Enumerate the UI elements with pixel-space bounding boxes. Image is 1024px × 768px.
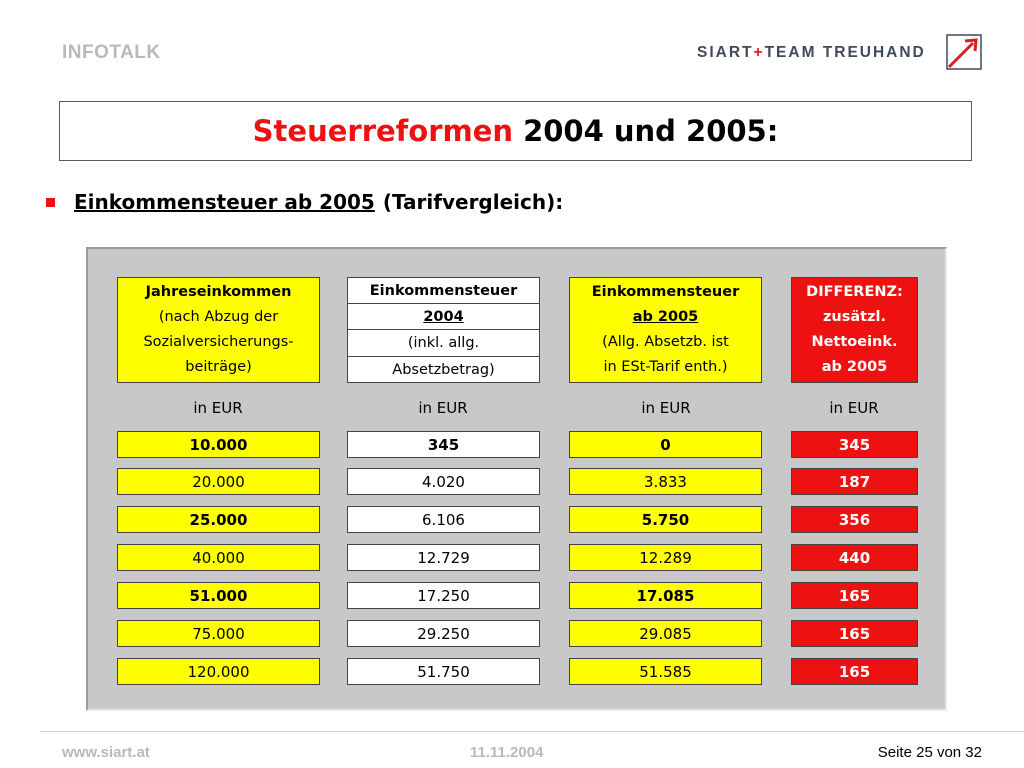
title-black-part: 2004 und 2005:	[523, 114, 779, 148]
header-diff-line: ab 2005	[821, 359, 888, 375]
unit-label: in EUR	[418, 399, 468, 417]
cell-diff: 165	[791, 582, 918, 609]
header-tax2004-line: (inkl. allg.	[348, 330, 539, 356]
cell-diff: 187	[791, 468, 918, 495]
header-difference	[791, 277, 918, 383]
cell-income: 25.000	[117, 506, 320, 533]
footer-date: 11.11.2004	[470, 744, 544, 761]
cell-tax2005: 29.085	[569, 620, 762, 647]
title-red-part: Steuerreformen	[252, 114, 514, 148]
header-diff-line: DIFFERENZ:	[806, 284, 903, 300]
cell-income: 51.000	[117, 582, 320, 609]
cell-tax2004: 17.250	[347, 582, 540, 609]
header-tax-2004	[347, 277, 540, 383]
header-diff-line: Nettoeink.	[811, 334, 898, 350]
bullet-rest-text: (Tarifvergleich):	[382, 190, 564, 214]
cell-tax2005: 5.750	[569, 506, 762, 533]
header-income-line: Sozialversicherungs-	[143, 334, 294, 350]
header-diff-line: zusätzl.	[822, 309, 887, 325]
header-tax2005-line: ab 2005	[632, 309, 699, 325]
cell-income: 10.000	[117, 431, 320, 458]
cell-income: 20.000	[117, 468, 320, 495]
cell-tax2004: 4.020	[347, 468, 540, 495]
header-tax2005-line: Einkommensteuer	[591, 284, 740, 300]
footer-divider	[40, 731, 1024, 732]
cell-tax2005: 17.085	[569, 582, 762, 609]
infotalk-label: INFOTALK	[62, 42, 161, 63]
cell-tax2004: 12.729	[347, 544, 540, 571]
cell-tax2004: 29.250	[347, 620, 540, 647]
header-income-line: beiträge)	[185, 359, 252, 375]
header-income	[117, 277, 320, 383]
cell-tax2005: 3.833	[569, 468, 762, 495]
cell-income: 40.000	[117, 544, 320, 571]
header-tax2005-line: in ESt-Tarif enth.)	[603, 359, 728, 375]
bullet-heading	[46, 190, 563, 214]
arrow-logo-icon	[943, 33, 983, 73]
footer-page-number: Seite 25 von 32	[877, 744, 982, 761]
cell-diff: 165	[791, 658, 918, 685]
cell-income: 75.000	[117, 620, 320, 647]
footer-website: www.siart.at	[62, 744, 150, 761]
cell-diff: 440	[791, 544, 918, 571]
cell-diff: 356	[791, 506, 918, 533]
unit-label: in EUR	[641, 399, 691, 417]
company-logo	[697, 33, 983, 73]
cell-tax2005: 51.585	[569, 658, 762, 685]
cell-income: 120.000	[117, 658, 320, 685]
cell-tax2004: 6.106	[347, 506, 540, 533]
cell-diff: 345	[791, 431, 918, 458]
unit-label: in EUR	[193, 399, 243, 417]
cell-tax2005: 12.289	[569, 544, 762, 571]
header-tax2004-line: 2004	[348, 304, 539, 330]
logo-text: SIART+TEAM TREUHAND	[697, 44, 926, 61]
header-income-line: (nach Abzug der	[158, 309, 279, 325]
slide-title	[59, 101, 972, 161]
header-tax2004-line: Absetzbetrag)	[392, 361, 495, 378]
header-tax-2005	[569, 277, 762, 383]
header-tax2004-line: Einkommensteuer	[348, 278, 539, 304]
cell-diff: 165	[791, 620, 918, 647]
cell-tax2004: 345	[347, 431, 540, 458]
cell-tax2005: 0	[569, 431, 762, 458]
header-tax2005-line: (Allg. Absetzb. ist	[602, 334, 729, 350]
bullet-square-icon	[46, 198, 55, 207]
unit-label: in EUR	[829, 399, 879, 417]
bullet-underlined-text: Einkommensteuer ab 2005	[74, 190, 375, 214]
tax-comparison-table	[86, 247, 947, 711]
header-income-line: Jahreseinkommen	[145, 284, 292, 300]
cell-tax2004: 51.750	[347, 658, 540, 685]
